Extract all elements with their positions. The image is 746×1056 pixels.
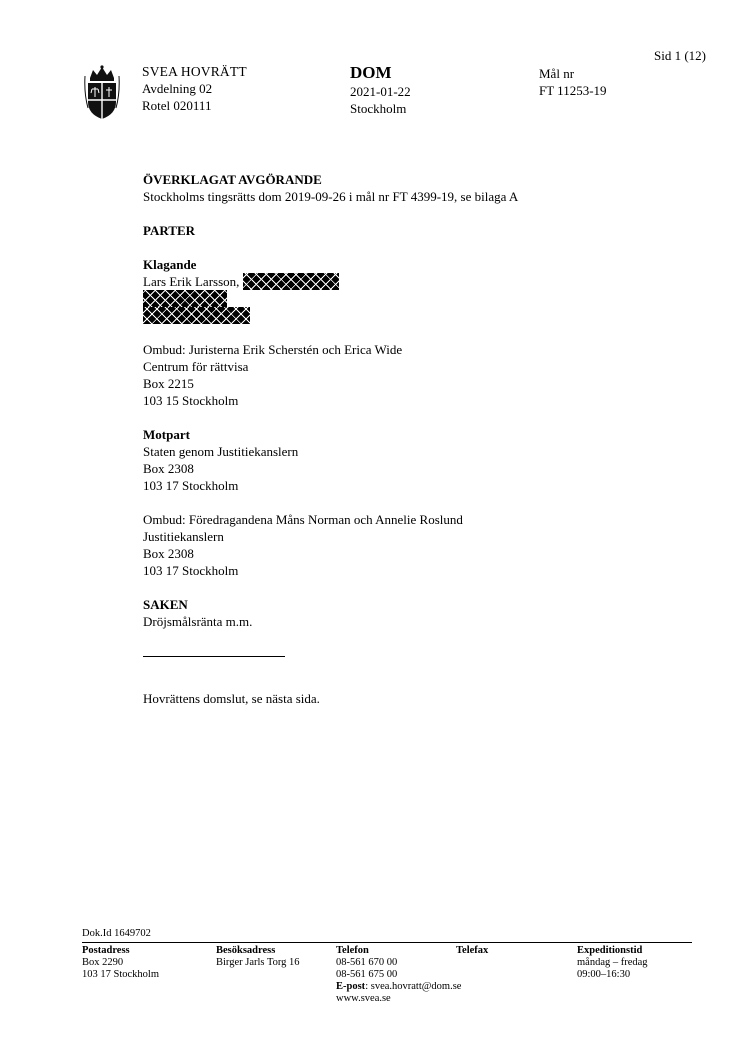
document-city: Stockholm: [350, 101, 407, 116]
division: Avdelning 02: [142, 81, 213, 96]
footer-line: 08-561 670 00: [336, 957, 398, 968]
matter-text: Dröjsmålsränta m.m.: [143, 614, 253, 629]
counsel-line: Ombud: Föredragandena Måns Norman och Annelie Roslund: [143, 512, 463, 527]
court-name: SVEA HOVRÄTT: [142, 64, 247, 79]
document-id: Dok.Id 1649702: [82, 928, 151, 939]
respondent-line: 103 17 Stockholm: [143, 478, 239, 493]
counsel-line: Box 2308: [143, 546, 194, 561]
respondent-line: Staten genom Justitiekanslern: [143, 444, 299, 459]
counsel-line: Box 2215: [143, 376, 194, 391]
court-info: [142, 63, 247, 114]
section-heading: ÖVERKLAGAT AVGÖRANDE: [143, 172, 322, 187]
email-value: : svea.hovratt@dom.se: [365, 981, 462, 992]
office-hours: [577, 945, 648, 981]
document-date: 2021-01-22: [350, 84, 411, 99]
counsel-line: 103 15 Stockholm: [143, 393, 239, 408]
parties-heading: PARTER: [143, 223, 196, 238]
footer-col-title: Expeditionstid: [577, 945, 643, 956]
counsel-line: Ombud: Juristerna Erik Scherstén och Erica Wide: [143, 342, 403, 357]
redaction-line: [143, 290, 703, 307]
redaction-box: [243, 273, 339, 290]
respondent-counsel: [143, 511, 703, 579]
footer-col-title: Telefax: [456, 945, 489, 956]
appealed-section: [143, 171, 703, 205]
page-number: Sid 1 (12): [654, 48, 706, 63]
respondent-heading: Motpart: [143, 427, 190, 442]
footer-line: 08-561 675 00: [336, 969, 398, 980]
footer-col-title: Besöksadress: [216, 945, 276, 956]
appellant-counsel: [143, 341, 703, 409]
court-coat-of-arms-logo: [84, 64, 120, 120]
footer-line: Birger Jarls Torg 16: [216, 957, 300, 968]
footer-line: Box 2290: [82, 957, 124, 968]
case-label: Mål nr: [539, 66, 575, 81]
phone-info: [336, 945, 461, 1005]
appellant-section: [143, 256, 703, 409]
counsel-line: Centrum för rättvisa: [143, 359, 249, 374]
document-info: [350, 63, 411, 117]
judgment-body: [143, 171, 703, 707]
counsel-line: Justitiekanslern: [143, 529, 224, 544]
fax-info: [456, 945, 488, 957]
website: www.svea.se: [336, 993, 391, 1004]
page-footer: [82, 928, 692, 1023]
matter-heading: SAKEN: [143, 597, 188, 612]
visiting-address: [216, 945, 300, 969]
postal-address: [82, 945, 159, 981]
document-type: DOM: [350, 63, 392, 82]
footer-line: 103 17 Stockholm: [82, 969, 160, 980]
respondent-section: [143, 426, 703, 579]
email-line: [336, 981, 461, 993]
footer-col-title: Postadress: [82, 945, 130, 956]
respondent-line: Box 2308: [143, 461, 194, 476]
appellant-name-line: [143, 273, 703, 290]
ruling-note: Hovrättens domslut, se nästa sida.: [143, 691, 320, 706]
counsel-line: 103 17 Stockholm: [143, 563, 239, 578]
footer-col-title: Telefon: [336, 945, 369, 956]
email-label: E-post: [336, 981, 366, 992]
rotel: Rotel 020111: [142, 98, 212, 113]
redaction-line: [143, 307, 703, 324]
redaction-box: [143, 307, 250, 324]
case-info: [539, 65, 607, 99]
footer-line: måndag – fredag: [577, 957, 648, 968]
footer-line: 09:00–16:30: [577, 969, 631, 980]
case-number: FT 11253-19: [539, 83, 607, 98]
redaction-box: [143, 290, 227, 307]
appellant-name: Lars Erik Larsson,: [143, 274, 240, 289]
appellant-heading: Klagande: [143, 257, 197, 272]
matter-section: [143, 596, 703, 630]
divider: [143, 656, 285, 657]
appealed-text: Stockholms tingsrätts dom 2019-09-26 i mål nr FT 4399-19, se bilaga A: [143, 189, 519, 204]
